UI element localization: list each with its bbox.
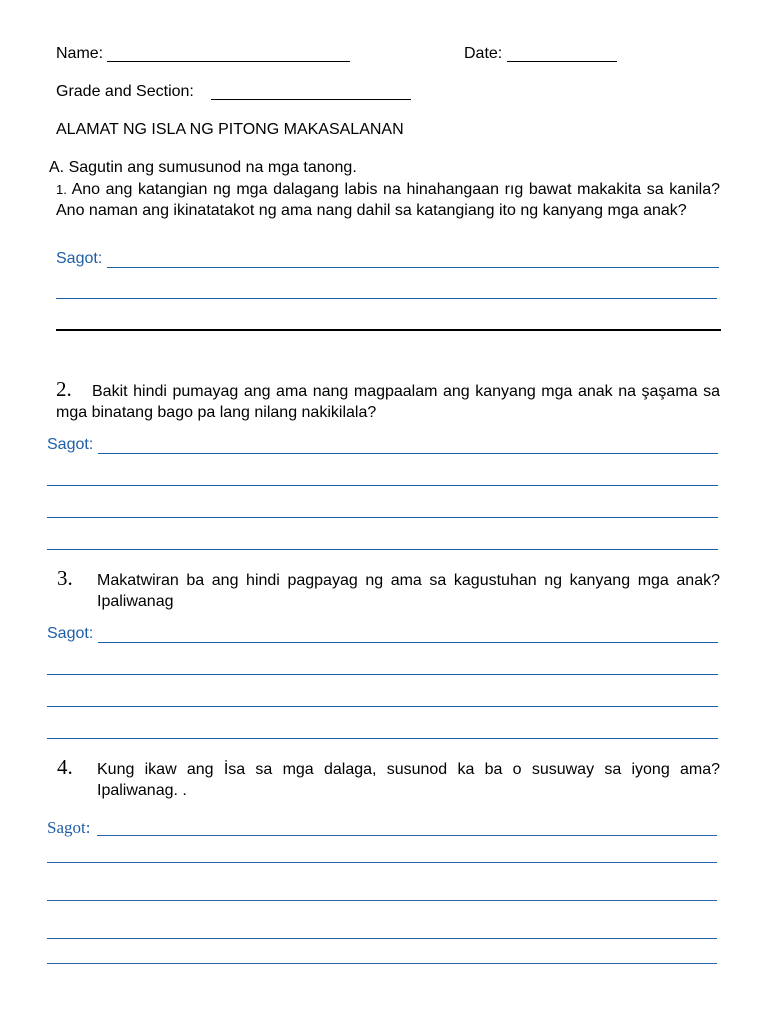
question-1 (56, 180, 720, 221)
name-label: Name: (56, 45, 104, 62)
answer-3-line-2[interactable] (47, 674, 718, 675)
date-blank-line[interactable] (507, 61, 617, 62)
answer-2-line-1[interactable] (98, 453, 718, 454)
answer-2-line-4[interactable] (47, 549, 718, 550)
answer-4-line-1[interactable] (97, 835, 717, 836)
answer-2-line-2[interactable] (47, 485, 718, 486)
question-2-number: 2. (56, 377, 72, 401)
worksheet-title: ALAMAT NG ISLA NG PITONG MAKASALANAN (56, 121, 404, 138)
instruction-text: A. Sagutin ang sumusunod na mga tanong. (49, 159, 357, 176)
answer-3-label: Sagot: (47, 625, 94, 642)
answer-3-line-3[interactable] (47, 706, 718, 707)
question-3 (97, 571, 720, 612)
answer-1-line-2[interactable] (56, 298, 717, 299)
question-1-text: Ano ang katangian ng mga dalagang labis na hinahangaan rıg bawat makakita sa kanila? Ano naman ang ikinatatakot ng ama nang dahil sa katangiang ito ng kanyang mga anak? (56, 181, 721, 219)
question-2 (56, 382, 720, 423)
answer-4-line-2[interactable] (47, 862, 717, 863)
question-2-text: Bakit hindi pumayag ang ama nang magpaalam ang kanyang mga anak na şaşama sa mga binatang bago pa lang nilang nakikilala? (56, 383, 720, 421)
question-4-text: Kung ikaw ang İsa sa mga dalaga, susunod ka ba o susuway sa iyong ama? Ipaliwanag. . (97, 761, 720, 799)
answer-4-label: Sagot: (47, 818, 91, 837)
question-3-text: Makatwiran ba ang hindi pagpayag ng ama sa kagustuhan ng kanyang mga anak? Ipaliwanag (97, 572, 720, 610)
answer-4-line-5[interactable] (47, 963, 717, 964)
question-3-number: 3. (57, 566, 73, 590)
question-1-number: 1. (56, 182, 67, 197)
question-4-number: 4. (57, 755, 73, 779)
answer-3-line-1[interactable] (98, 642, 718, 643)
answer-4-line-3[interactable] (47, 900, 717, 901)
question-1-text-block (56, 180, 720, 221)
answer-2-line-3[interactable] (47, 517, 718, 518)
question-4 (97, 760, 720, 801)
name-blank-line[interactable] (107, 61, 350, 62)
grade-section-label: Grade and Section: (56, 83, 194, 100)
answer-1-line-1[interactable] (107, 267, 719, 268)
answer-3-line-4[interactable] (47, 738, 718, 739)
date-label: Date: (464, 45, 503, 62)
answer-1-label: Sagot: (56, 250, 103, 267)
answer-2-label: Sagot: (47, 436, 94, 453)
answer-4-line-4[interactable] (47, 938, 717, 939)
answer-1-line-3[interactable] (56, 329, 721, 331)
grade-section-blank-line[interactable] (211, 99, 411, 100)
